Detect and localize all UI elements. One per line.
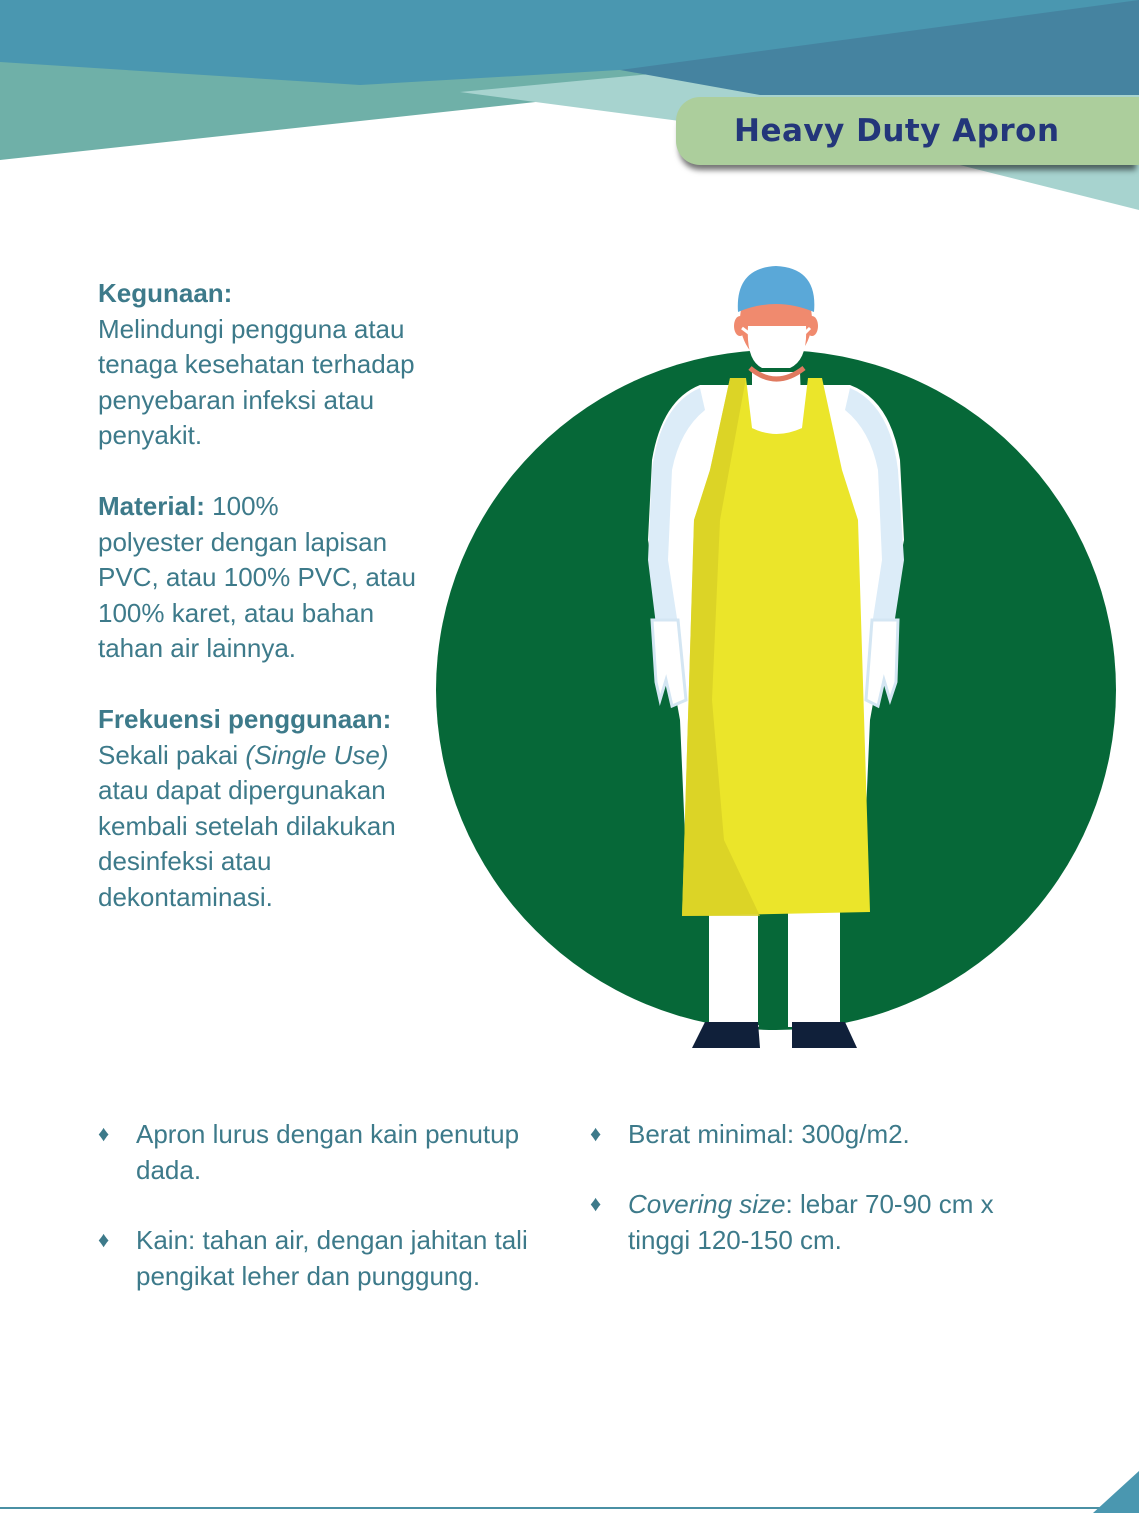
diamond-bullet-icon: ♦ [98,1121,110,1146]
left-shoe [692,1022,760,1048]
face-mask [748,326,806,368]
usage-section [98,276,438,454]
description-column [98,276,438,951]
title-tab [676,97,1139,165]
list-item: ♦ Covering size: lebar 70-90 cm x tinggi 120-150 cm. [590,1186,1040,1258]
apron-illustration [436,262,1116,1052]
material-section [98,489,438,667]
diamond-bullet-icon: ♦ [98,1227,110,1252]
footer-divider [0,1507,1139,1509]
frequency-section [98,702,438,915]
right-leg [788,905,840,1027]
page-title: Heavy Duty Apron [734,113,1060,149]
frequency-text: Sekali pakai (Single Use) atau dapat dipergunakan kembali setelah dilakukan desinfeksi atau dekontaminasi. [98,739,396,912]
diamond-bullet-icon: ♦ [590,1121,602,1146]
bullet-list-right [590,1116,1040,1292]
usage-label: Kegunaan: [98,278,233,308]
usage-text: Melindungi pengguna atau tenaga kesehatan terhadap penyebaran infeksi atau penyakit. [98,313,415,450]
material-line1: 100% [204,491,279,521]
list-item: ♦ Kain: tahan air, dengan jahitan tali pengikat leher dan punggung. [98,1222,538,1294]
right-glove [866,620,898,706]
list-item: ♦ Berat minimal: 300g/m2. [590,1116,1040,1152]
frequency-label: Frekuensi penggunaan: [98,704,392,734]
corner-decoration [1079,1453,1139,1513]
right-shoe [792,1022,857,1048]
material-label: Material: [98,491,205,521]
left-leg [709,905,759,1027]
bullet-list-left [98,1116,538,1328]
material-text: polyester dengan lapisan PVC, atau 100% PVC, atau 100% karet, atau bahan tahan air lainnya. [98,526,416,663]
list-item: ♦ Apron lurus dengan kain penutup dada. [98,1116,538,1188]
diamond-bullet-icon: ♦ [590,1191,602,1216]
